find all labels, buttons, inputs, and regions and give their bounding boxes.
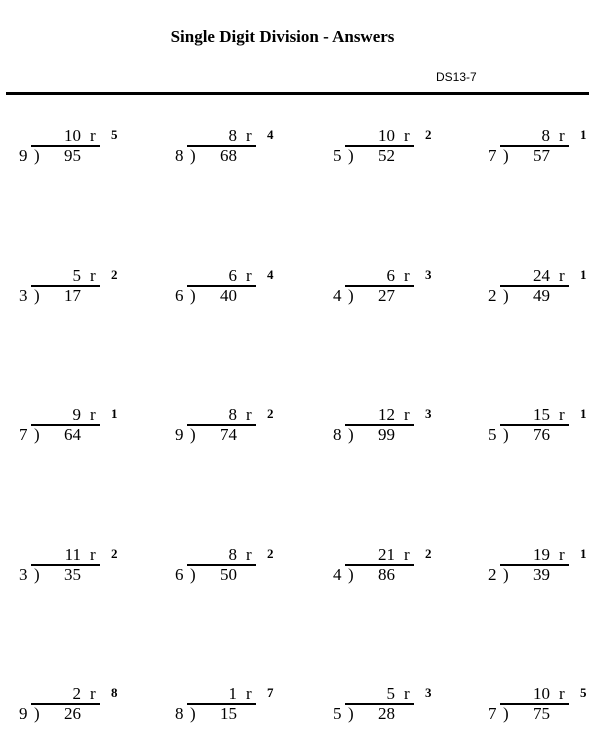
dividend: 50	[220, 565, 237, 584]
division-bracket: )	[190, 146, 196, 165]
remainder-value: 8	[111, 685, 118, 700]
division-bracket: )	[348, 425, 354, 444]
divisor: 5	[333, 146, 342, 165]
remainder-value: 1	[580, 546, 587, 561]
division-problem	[175, 406, 295, 456]
division-problem	[175, 267, 295, 317]
dividend: 74	[220, 425, 237, 444]
worksheet-code: DS13-7	[436, 70, 477, 84]
quotient: 6	[228, 266, 237, 285]
divisor: 7	[488, 146, 497, 165]
remainder-value: 3	[425, 267, 432, 282]
remainder-label: r	[559, 126, 565, 145]
remainder-value: 2	[425, 127, 432, 142]
divisor: 6	[175, 286, 184, 305]
remainder-value: 3	[425, 406, 432, 421]
remainder-label: r	[559, 684, 565, 703]
division-bracket: )	[348, 565, 354, 584]
remainder-label: r	[90, 266, 96, 285]
division-problem	[488, 127, 600, 177]
quotient: 8	[228, 126, 237, 145]
page-title: Single Digit Division - Answers	[170, 27, 395, 46]
division-bracket: )	[190, 704, 196, 723]
division-bracket: )	[34, 425, 40, 444]
division-bracket: )	[503, 704, 509, 723]
remainder-label: r	[246, 126, 252, 145]
remainder-value: 4	[267, 127, 274, 142]
division-problem	[19, 127, 139, 177]
division-problem	[333, 546, 453, 596]
remainder-label: r	[246, 405, 252, 424]
dividend: 76	[533, 425, 550, 444]
dividend: 68	[220, 146, 237, 165]
dividend: 86	[378, 565, 395, 584]
remainder-label: r	[246, 266, 252, 285]
quotient: 11	[64, 545, 81, 564]
remainder-value: 1	[580, 127, 587, 142]
divisor: 9	[175, 425, 184, 444]
remainder-label: r	[90, 405, 96, 424]
division-problem	[488, 406, 600, 456]
header-rule	[6, 92, 589, 95]
remainder-label: r	[404, 545, 410, 564]
dividend: 64	[64, 425, 81, 444]
remainder-value: 2	[111, 546, 118, 561]
dividend: 15	[220, 704, 237, 723]
dividend: 35	[64, 565, 81, 584]
divisor: 8	[175, 146, 184, 165]
dividend: 57	[533, 146, 550, 165]
division-bracket: )	[34, 565, 40, 584]
quotient: 5	[386, 684, 395, 703]
division-bracket: )	[190, 425, 196, 444]
division-problem	[488, 685, 600, 735]
quotient: 24	[533, 266, 550, 285]
quotient: 6	[386, 266, 395, 285]
remainder-label: r	[559, 266, 565, 285]
quotient: 15	[533, 405, 550, 424]
division-bracket: )	[190, 286, 196, 305]
dividend: 27	[378, 286, 395, 305]
remainder-value: 2	[111, 267, 118, 282]
divisor: 5	[488, 425, 497, 444]
dividend: 17	[64, 286, 81, 305]
remainder-value: 3	[425, 685, 432, 700]
division-problem	[175, 127, 295, 177]
remainder-label: r	[90, 684, 96, 703]
division-bracket: )	[348, 704, 354, 723]
division-problem	[175, 685, 295, 735]
division-problem	[488, 267, 600, 317]
division-problem	[333, 127, 453, 177]
dividend: 75	[533, 704, 550, 723]
dividend: 28	[378, 704, 395, 723]
division-bracket: )	[503, 425, 509, 444]
remainder-value: 2	[425, 546, 432, 561]
quotient: 5	[72, 266, 81, 285]
division-bracket: )	[503, 146, 509, 165]
remainder-value: 1	[580, 406, 587, 421]
division-problem	[333, 406, 453, 456]
remainder-label: r	[404, 126, 410, 145]
division-problem	[175, 546, 295, 596]
quotient: 2	[72, 684, 81, 703]
divisor: 4	[333, 565, 342, 584]
divisor: 5	[333, 704, 342, 723]
divisor: 7	[488, 704, 497, 723]
remainder-label: r	[404, 684, 410, 703]
remainder-label: r	[404, 266, 410, 285]
quotient: 21	[378, 545, 395, 564]
quotient: 1	[228, 684, 237, 703]
divisor: 2	[488, 286, 497, 305]
division-bracket: )	[190, 565, 196, 584]
division-problem	[19, 406, 139, 456]
divisor: 2	[488, 565, 497, 584]
quotient: 8	[228, 545, 237, 564]
division-problem	[333, 267, 453, 317]
quotient: 19	[533, 545, 550, 564]
remainder-label: r	[90, 545, 96, 564]
dividend: 52	[378, 146, 395, 165]
remainder-label: r	[404, 405, 410, 424]
remainder-value: 2	[267, 546, 274, 561]
divisor: 4	[333, 286, 342, 305]
dividend: 26	[64, 704, 81, 723]
division-bracket: )	[348, 146, 354, 165]
remainder-label: r	[246, 684, 252, 703]
dividend: 40	[220, 286, 237, 305]
division-bracket: )	[503, 565, 509, 584]
divisor: 3	[19, 286, 28, 305]
remainder-value: 5	[580, 685, 587, 700]
remainder-label: r	[90, 126, 96, 145]
quotient: 8	[541, 126, 550, 145]
remainder-value: 7	[267, 685, 274, 700]
division-bracket: )	[34, 704, 40, 723]
dividend: 99	[378, 425, 395, 444]
remainder-label: r	[246, 545, 252, 564]
remainder-value: 5	[111, 127, 118, 142]
division-problem	[19, 267, 139, 317]
remainder-value: 2	[267, 406, 274, 421]
remainder-value: 4	[267, 267, 274, 282]
divisor: 3	[19, 565, 28, 584]
dividend: 39	[533, 565, 550, 584]
remainder-label: r	[559, 405, 565, 424]
divisor: 9	[19, 704, 28, 723]
divisor: 6	[175, 565, 184, 584]
division-bracket: )	[503, 286, 509, 305]
quotient: 8	[228, 405, 237, 424]
divisor: 7	[19, 425, 28, 444]
quotient: 9	[72, 405, 81, 424]
division-problem	[488, 546, 600, 596]
remainder-value: 1	[580, 267, 587, 282]
dividend: 95	[64, 146, 81, 165]
division-bracket: )	[34, 146, 40, 165]
divisor: 8	[333, 425, 342, 444]
division-problem	[19, 685, 139, 735]
quotient: 12	[378, 405, 395, 424]
division-bracket: )	[34, 286, 40, 305]
division-problem	[333, 685, 453, 735]
divisor: 9	[19, 146, 28, 165]
divisor: 8	[175, 704, 184, 723]
quotient: 10	[533, 684, 550, 703]
division-bracket: )	[348, 286, 354, 305]
dividend: 49	[533, 286, 550, 305]
quotient: 10	[378, 126, 395, 145]
division-problem	[19, 546, 139, 596]
remainder-value: 1	[111, 406, 118, 421]
quotient: 10	[64, 126, 81, 145]
remainder-label: r	[559, 545, 565, 564]
